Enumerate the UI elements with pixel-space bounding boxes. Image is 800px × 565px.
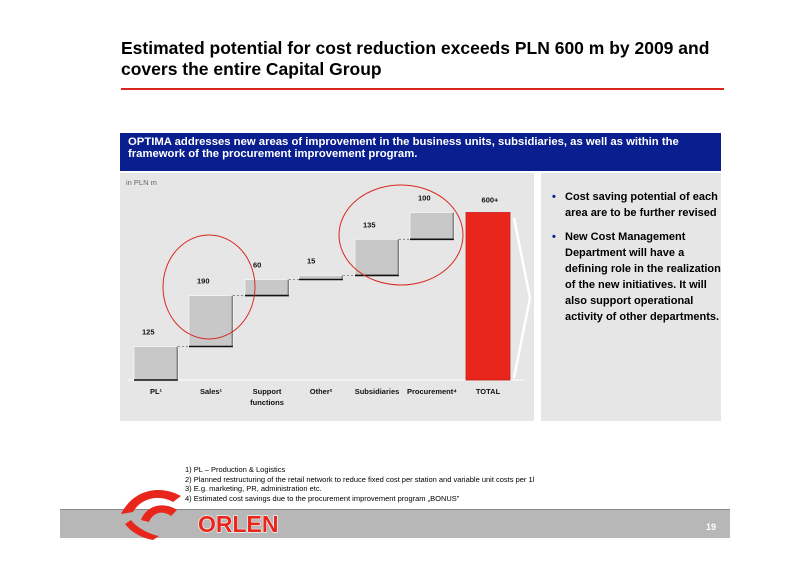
waterfall-bar [355,239,399,275]
footnotes [185,465,534,503]
notes-list [541,189,721,333]
waterfall-bar [134,347,178,381]
category-label: Support [252,387,282,396]
note-text: Cost saving potential of each area are to be further revised [565,191,718,219]
data-label: 600+ [481,195,499,205]
chart-panel [120,173,534,421]
note-text: New Cost Management Department will have a defining role in the realization of the new initiatives. It will also support operational activity of other departments. [565,231,721,323]
note-item [541,229,721,325]
bullet-icon: • [552,231,556,243]
orlen-wordmark [196,510,296,536]
arrow-chevron-icon [514,218,530,378]
data-label: 60 [253,260,262,270]
waterfall-chart [120,173,534,421]
data-label: 15 [307,256,316,266]
category-label: PL¹ [149,387,163,396]
logo-wordmark-text: ORLEN [198,511,279,536]
data-label: 190 [197,276,210,286]
page-number: 19 [706,522,717,532]
footnote: 1) PL – Production & Logistics [185,465,286,474]
note-item [541,189,721,221]
orlen-eagle-logo-icon [115,480,195,542]
category-label: Sales¹ [199,387,223,396]
category-label: functions [250,398,284,407]
bullet-icon: • [552,191,556,203]
data-label: 100 [418,193,431,203]
title-divider [121,88,724,90]
waterfall-bar [410,213,454,240]
page-title: Estimated potential for cost reduction exceeds PLN 600 m by 2009 and covers the entire Capital Group [121,38,710,79]
category-label: Procurement⁴ [407,387,457,396]
waterfall-bar [245,280,289,296]
data-label: 125 [142,327,155,337]
notes-panel [541,173,721,421]
footnote: 2) Planned restructuring of the retail network to reduce fixed cost per station and variable unit costs per 1l [185,474,535,484]
category-label: Other² [309,387,333,396]
data-label: 135 [363,220,376,230]
footnote: 3) E.g. marketing, PR, administration etc. [185,484,322,493]
footnote: 4) Estimated cost savings due to the procurement improvement program „BONUS” [185,493,460,503]
unit-label: in PLN m [126,178,157,187]
category-label: TOTAL [475,387,501,396]
category-label: Subsidiaries [354,387,400,396]
waterfall-bar [466,213,510,381]
summary-banner: OPTIMA addresses new areas of improvement in the business units, subsidiaries, as well as within the framework of the procurement improvement program. [120,133,721,171]
